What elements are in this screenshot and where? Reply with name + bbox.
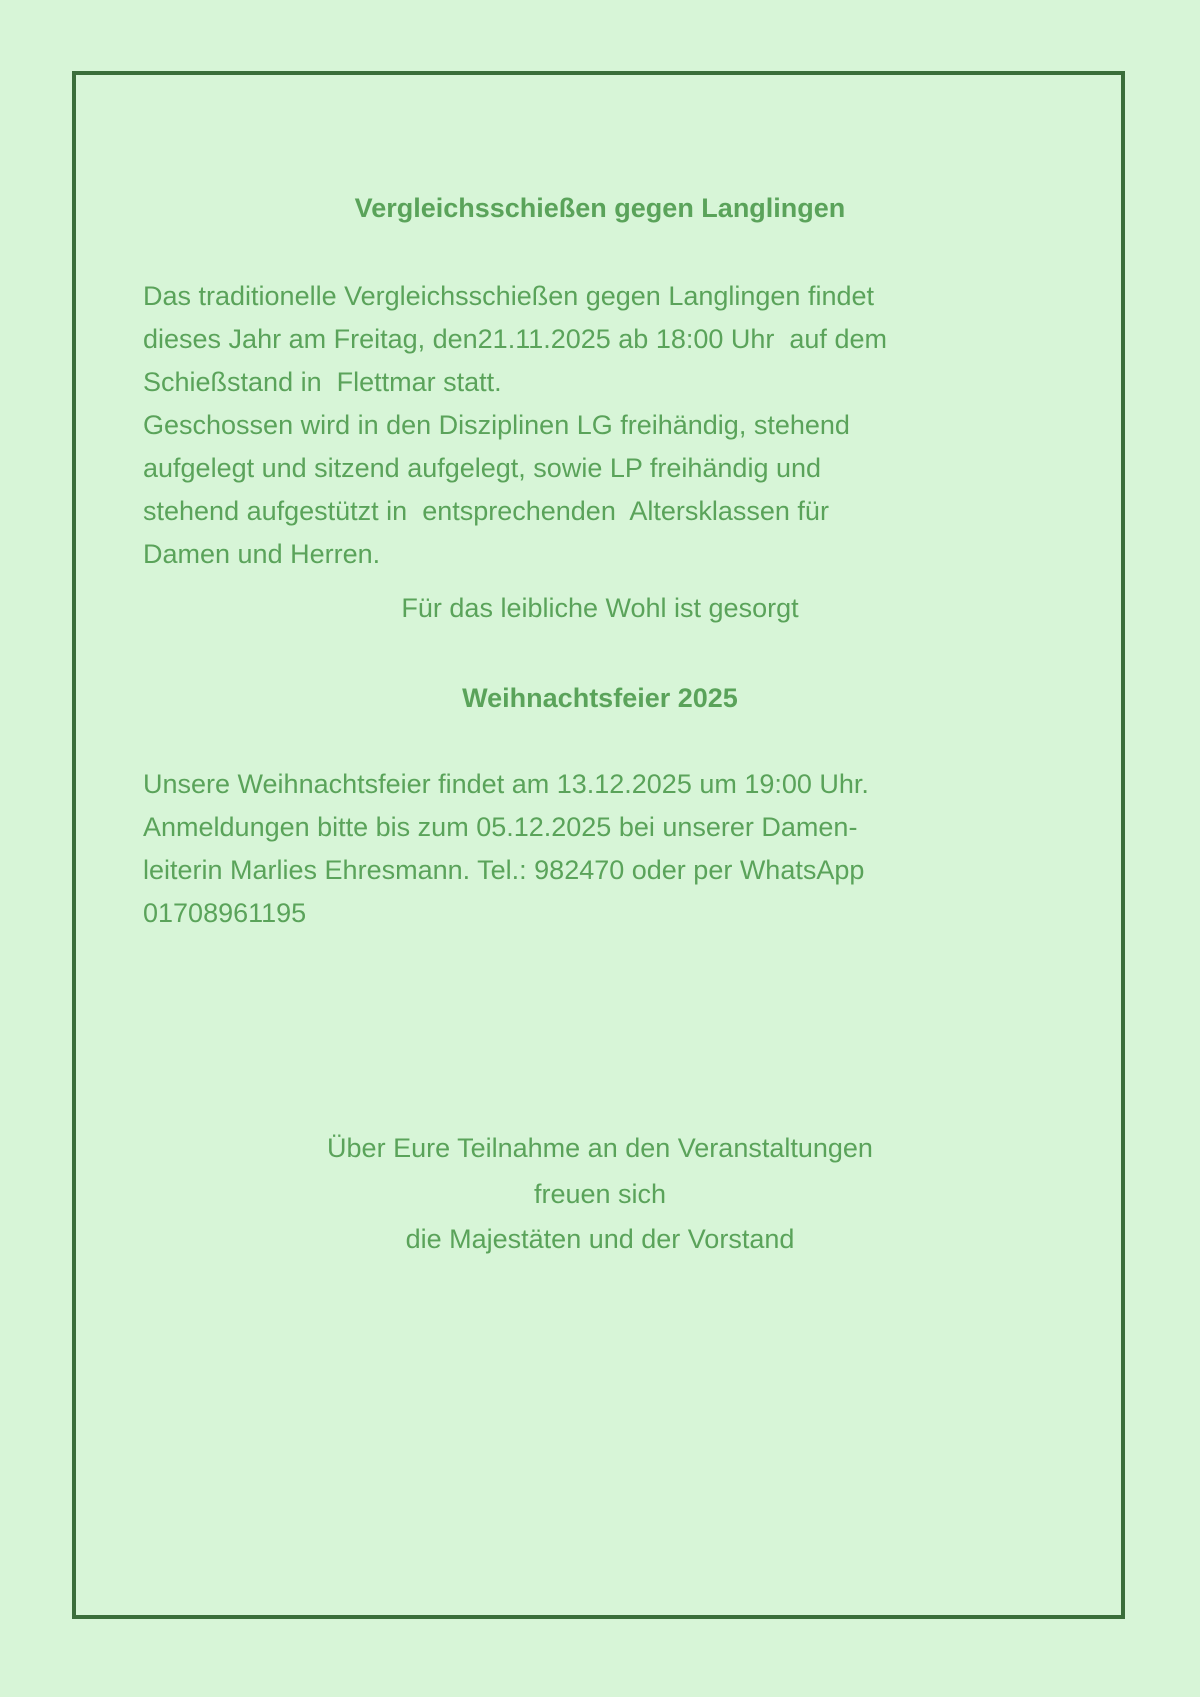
section-title-weihnachtsfeier: Weihnachtsfeier 2025: [462, 683, 738, 713]
section-body-weihnachtsfeier: [143, 763, 869, 935]
body-line: Anmeldungen bitte bis zum 05.12.2025 bei unserer Damen-: [143, 812, 858, 842]
body-line: Unsere Weihnachtsfeier findet am 13.12.2025 um 19:00 Uhr.: [143, 769, 869, 799]
section-body-vergleichsschiessen: [143, 275, 887, 576]
body-line: Das traditionelle Vergleichsschießen gegen Langlingen findet: [143, 281, 874, 311]
body-line: Schießstand in Flettmar statt.: [143, 367, 502, 397]
section-title-vergleichsschiessen: Vergleichsschießen gegen Langlingen: [354, 193, 846, 223]
body-line: 01708961195: [143, 898, 307, 928]
body-line: Geschossen wird in den Disziplinen LG freihändig, stehend: [143, 410, 850, 440]
body-line: aufgelegt und sitzend aufgelegt, sowie LP freihändig und: [143, 453, 822, 483]
closing-line: die Majestäten und der Vorstand: [405, 1224, 795, 1254]
catering-note: Für das leibliche Wohl ist gesorgt: [401, 593, 799, 623]
closing-line: freuen sich: [533, 1179, 667, 1209]
body-line: leiterin Marlies Ehresmann. Tel.: 982470 oder per WhatsApp: [143, 855, 865, 885]
body-line: Damen und Herren.: [143, 539, 381, 569]
body-line: dieses Jahr am Freitag, den21.11.2025 ab 18:00 Uhr auf dem: [143, 324, 887, 354]
body-line: stehend aufgestützt in entsprechenden Altersklassen für: [143, 496, 829, 526]
closing-line: Über Eure Teilnahme an den Veranstaltungen: [327, 1133, 873, 1163]
